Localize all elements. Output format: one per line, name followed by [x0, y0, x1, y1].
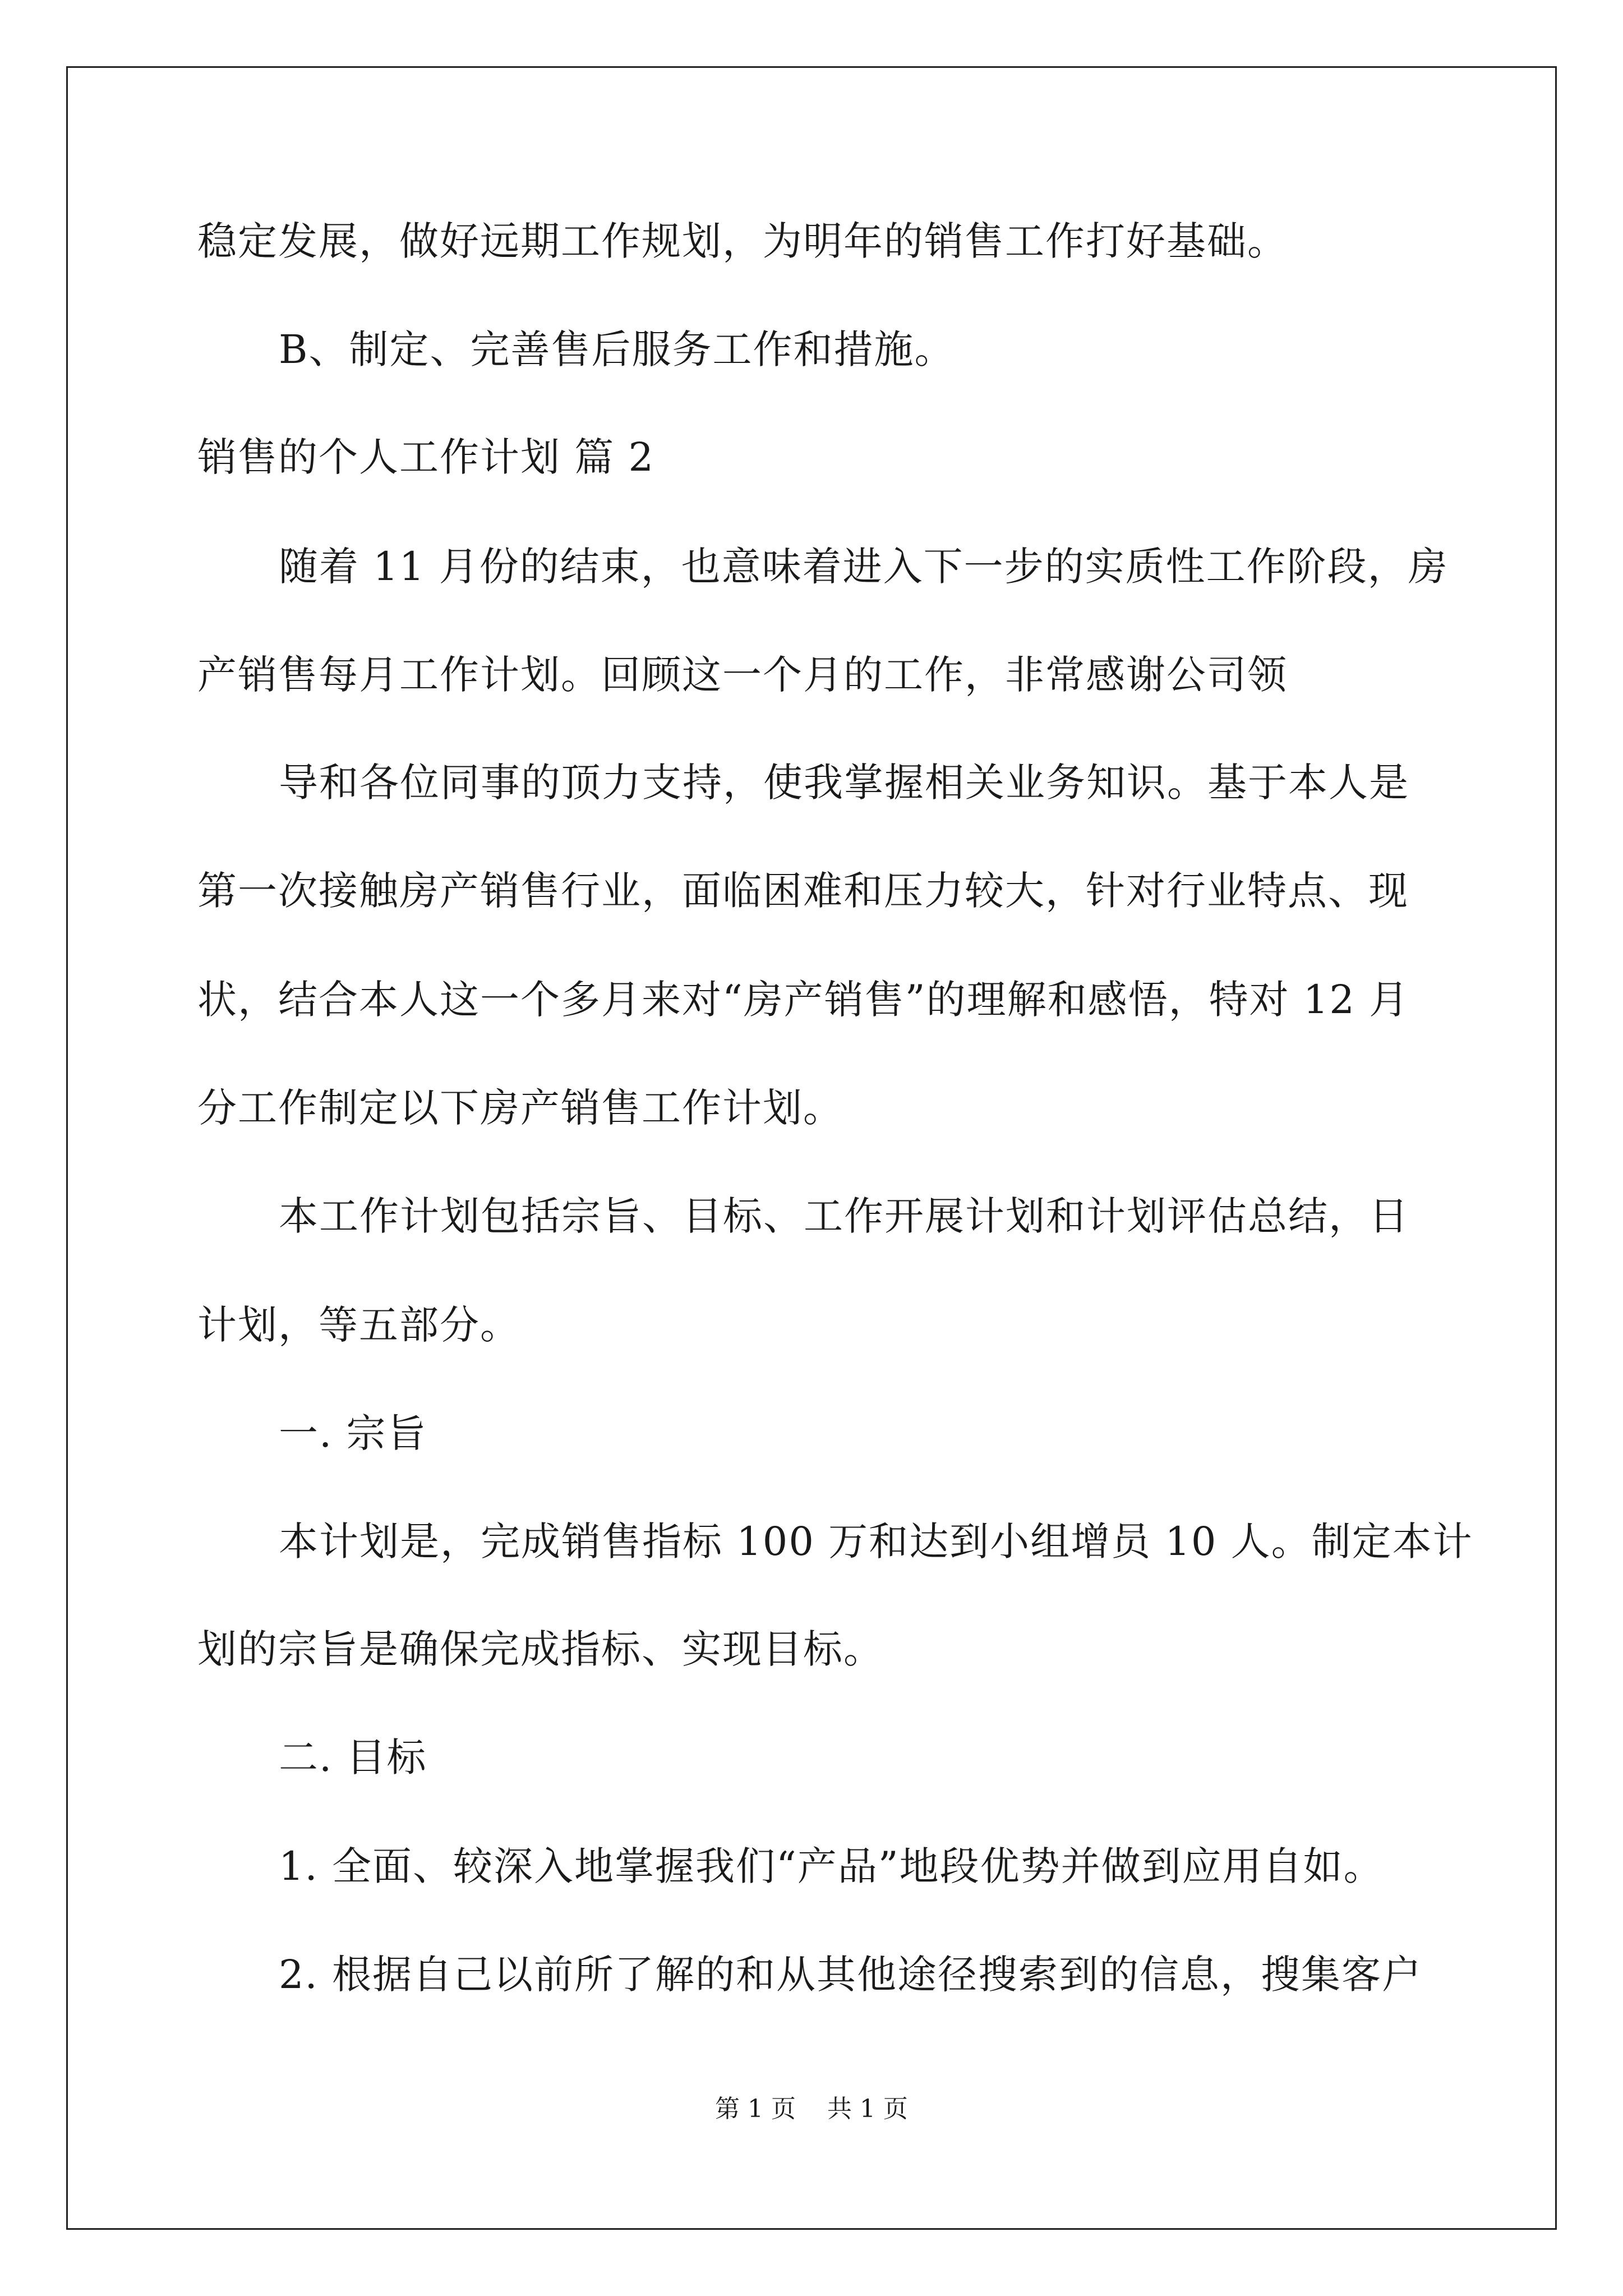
page-number-footer: 第 1 页 共 1 页	[715, 2095, 908, 2123]
body-text-line: 随着 11 月份的结束，也意味着进入下一步的实质性工作阶段，房	[279, 544, 1449, 590]
body-text-line: 计划，等五部分。	[197, 1302, 520, 1348]
body-text-line: 本计划是，完成销售指标 100 万和达到小组增员 10 人。制定本计	[279, 1519, 1473, 1565]
body-text-line: B、制定、完善售后服务工作和措施。	[279, 326, 955, 372]
page-border	[66, 66, 1557, 2230]
body-text-line: 稳定发展，做好远期工作规划，为明年的销售工作打好基础。	[197, 218, 1288, 264]
list-item: 1. 全面、较深入地掌握我们“产品”地段优势并做到应用自如。	[279, 1843, 1384, 1889]
body-text-line: 第一次接触房产销售行业，面临困难和压力较大，针对行业特点、现	[197, 868, 1409, 914]
body-text-line: 本工作计划包括宗旨、目标、工作开展计划和计划评估总结，日	[279, 1193, 1409, 1239]
body-text-line: 划的宗旨是确保完成指标、实现目标。	[197, 1626, 884, 1672]
body-text-line: 产销售每月工作计划。回顾这一个月的工作，非常感谢公司领	[197, 652, 1288, 698]
section-heading: 销售的个人工作计划 篇 2	[197, 434, 655, 480]
subsection-heading: 一. 宗旨	[279, 1410, 427, 1456]
body-text-line: 分工作制定以下房产销售工作计划。	[197, 1085, 843, 1131]
list-item: 2. 根据自己以前所了解的和从其他途径搜索到的信息，搜集客户	[279, 1952, 1423, 1998]
body-text-line: 状，结合本人这一个多月来对“房产销售”的理解和感悟，特对 12 月	[197, 977, 1410, 1023]
body-text-line: 导和各位同事的顶力支持，使我掌握相关业务知识。基于本人是	[279, 760, 1409, 806]
subsection-heading: 二. 目标	[279, 1734, 427, 1780]
